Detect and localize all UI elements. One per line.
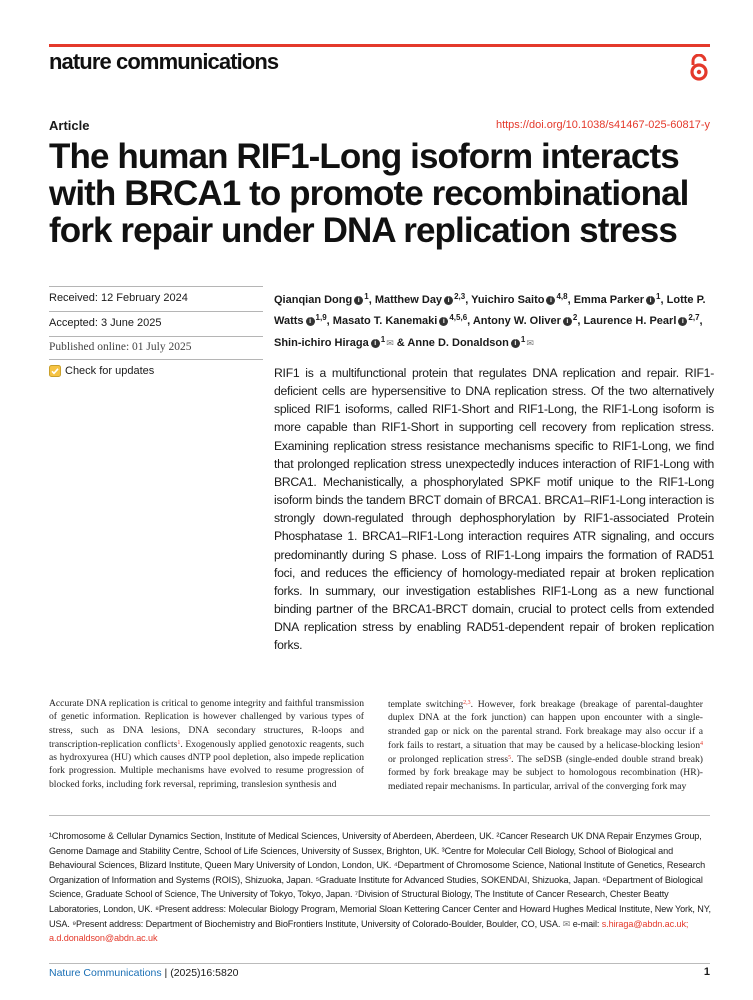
author-separator: , — [465, 294, 472, 306]
published-date: Published online: 01 July 2025 — [49, 341, 192, 353]
author-list — [274, 288, 714, 352]
author-affiliation-marker: 2,3 — [454, 292, 466, 301]
orcid-icon[interactable]: i — [306, 317, 315, 326]
author-separator: , — [467, 315, 473, 328]
orcid-icon[interactable]: i — [354, 296, 363, 305]
affiliations — [49, 829, 714, 946]
orcid-icon[interactable]: i — [678, 317, 687, 326]
author-separator: & — [393, 336, 408, 349]
orcid-icon[interactable]: i — [646, 296, 655, 305]
author-name[interactable]: Yuichiro Saito — [471, 294, 545, 306]
page-number: 1 — [703, 966, 710, 978]
body-text: template switching — [388, 699, 464, 710]
meta-divider — [49, 286, 263, 287]
body-text: . Exogenously applied genotoxic reagents, such as hydroxyurea (HU) which causes dNTP pool depletion, also impede replication fork progression. Multiple mechanisms have evolved to resume progression of blocked forks, including fork reversal, repriming, translesion synthesis and — [49, 738, 364, 790]
orcid-icon[interactable]: i — [371, 339, 380, 348]
author-affiliation-marker: 1 — [520, 334, 526, 344]
accepted-date: Accepted: 3 June 2025 — [49, 317, 162, 329]
author-affiliation-marker: 4,8 — [556, 292, 568, 301]
received-date: Received: 12 February 2024 — [49, 292, 188, 304]
author-name[interactable]: Antony W. Oliver — [472, 315, 561, 328]
journal-name: nature communications — [49, 49, 279, 74]
footer-volume: | (2025)16:5820 — [161, 967, 239, 979]
affiliations-text: ¹Chromosome & Cellular Dynamics Section, Institute of Medical Sciences, University of Aberdeen, Aberdeen, UK. ²Cancer Research UK DNA Repair Enzymes Group, Genome Damage and Stability Centre, School of Life Sciences, University of Sussex, Brighton, UK. ³Centre for Molecular Cell Biology, School of Biological and Behavioural Sciences, Blizard Institute, Queen Mary University of London, London, UK. ⁴Department of Chromosome Science, National Institute of Genetics, Research Organization of Information and Systems (ROIS), Shizuoka, Japan. ⁵Graduate Institute for Advanced Studies, SOKENDAI, Shizuoka, Japan. ⁶Department of Biological Science, Graduate School of Science, The University of Tokyo, Tokyo, Japan. ⁷Division of Structural Biology, The Institute of Cancer Research, Chester Beatty Laboratories, London, UK. ⁸Present address: Molecular Biology Program, Memorial Sloan Kettering Cancer Center and Howard Hughes Medical Institute, New York, NY, USA. ⁹Present address: Department of Biochemistry and BioFrontiers Institute, University of Colorado-Boulder, Boulder, CO, USA. — [49, 831, 711, 929]
meta-divider — [49, 336, 263, 337]
author-affiliation-marker: 2,7 — [688, 313, 700, 323]
check-for-updates-icon — [49, 365, 61, 377]
author-name[interactable]: Matthew Day — [374, 294, 443, 306]
author-separator: , — [660, 294, 667, 306]
author-name[interactable]: Anne D. Donaldson — [407, 336, 509, 349]
body-column-2 — [388, 697, 703, 793]
envelope-icon: ✉ — [562, 918, 571, 929]
author-affiliation-marker: 1 — [364, 292, 369, 301]
affiliations-divider — [49, 815, 710, 816]
email-links[interactable]: s.hiraga@abdn.ac.uk; a.d.donaldson@abdn.ac.uk — [49, 918, 689, 944]
author-name[interactable]: Laurence H. Pearl — [583, 315, 677, 328]
author-separator: , — [368, 294, 375, 306]
author-separator: , — [699, 315, 703, 328]
check-for-updates-label: Check for updates — [65, 365, 155, 377]
author-affiliation-marker: 1,9 — [315, 313, 327, 323]
footer-citation — [49, 967, 239, 979]
abstract: RIF1 is a multifunctional protein that regulates DNA replication and repair. RIF1-deficient cells are hypersensitive to DNA replication stress. Of the two alternatively spliced RIF1 isoforms, called RIF1-Short and RIF1-Long, the RIF1-Long isoform is more capable than RIF1-Short in supporting cell recovery from replication stress. Examining replication stress resistance mechanisms specific to RIF1-Long, we find that prolonged replication stress unexpectedly induces interaction of RIF1-Long with BRCA1. Mechanistically, a phosphorylated SPKF motif unique to the RIF1-Long isoform binds the tandem BRCT domain of BRCA1. BRCA1–RIF1-Long interaction is strongly down-regulated through dephosphorylation by RIF1-associated Protein Phosphatase 1. BRCA1–RIF1-Long interaction requires ATR signaling, and occurs predominantly during S phase. Loss of RIF1-Long impairs the formation of RAD51 foci, and reduces the efficiency of homology-mediated repair at broken replication forks. In summary, our investigation establishes RIF1-Long as a new functional binding partner of the BRCA1-BRCT domain, crucial to protect cells from extended DNA replication stress by enabling RAD51-dependent repair of broken replication forks. — [274, 366, 714, 653]
email-label: e-mail: — [572, 918, 600, 929]
author-separator: , — [326, 315, 333, 328]
orcid-icon[interactable]: i — [444, 296, 453, 305]
reference-citation[interactable]: 5 — [508, 755, 512, 762]
author-affiliation-marker: 2 — [572, 313, 578, 323]
footer-divider — [49, 963, 710, 964]
author-name[interactable]: Lotte P. Watts — [274, 294, 706, 328]
author-name[interactable]: Qianqian Dong — [274, 294, 353, 306]
author-affiliation-marker: 1 — [656, 292, 661, 301]
body-text: . The seDSB (single-ended double strand break) formed by fork breakage may be subject to homologous recombination (HR)-mediated repair mechanisms. In particular, arrival of the converging fork may — [388, 754, 703, 792]
orcid-icon[interactable]: i — [563, 317, 572, 326]
top-accent-bar — [49, 44, 710, 47]
body-text: or prolonged replication stress — [388, 754, 509, 766]
author-separator: , — [577, 315, 584, 328]
body-column-1 — [49, 697, 364, 791]
author-name[interactable]: Emma Parker — [573, 294, 645, 306]
orcid-icon[interactable]: i — [546, 296, 555, 305]
body-text: . However, fork breakage (breakage of parental-daughter duplex DNA at the fork junction) can happen upon encounter with a single-stranded gap or nick on the parental strand. Fork breakage may also occur if a fork fails to restart, a situation that may be caused by a helicase-blocking lesion — [388, 699, 703, 751]
envelope-icon[interactable]: ✉ — [386, 337, 394, 348]
author-name[interactable]: Shin-ichiro Hiraga — [274, 336, 369, 349]
doi-link[interactable]: https://doi.org/10.1038/s41467-025-60817-y — [495, 119, 710, 131]
article-type: Article — [49, 118, 90, 133]
meta-divider — [49, 359, 263, 360]
check-for-updates-button[interactable] — [49, 365, 154, 377]
author-affiliation-marker: 4,5,6 — [449, 313, 468, 323]
meta-divider — [49, 311, 263, 312]
orcid-icon[interactable]: i — [439, 317, 448, 326]
author-affiliation-marker: 1 — [380, 334, 386, 344]
reference-citation[interactable]: 4 — [700, 740, 703, 747]
open-access-icon[interactable] — [688, 54, 710, 82]
article-title: The human RIF1-Long isoform interacts with BRCA1 to promote recombinational fork repair under DNA replication stress — [49, 137, 689, 250]
author-name[interactable]: Masato T. Kanemaki — [332, 315, 438, 328]
reference-citation[interactable]: 1 — [177, 739, 181, 746]
footer-journal[interactable]: Nature Communications — [49, 967, 162, 979]
reference-citation[interactable]: 2,3 — [463, 700, 471, 706]
envelope-icon[interactable]: ✉ — [526, 337, 534, 348]
body-text: Accurate DNA replication is critical to genome integrity and faithful transmission of genetic information. Replication is however challenged by various types of stress, such as DNA lesions, DNA secondary structures, R-loops and transcription-replication conflicts — [49, 698, 364, 750]
author-separator: , — [567, 294, 574, 306]
orcid-icon[interactable]: i — [511, 339, 520, 348]
